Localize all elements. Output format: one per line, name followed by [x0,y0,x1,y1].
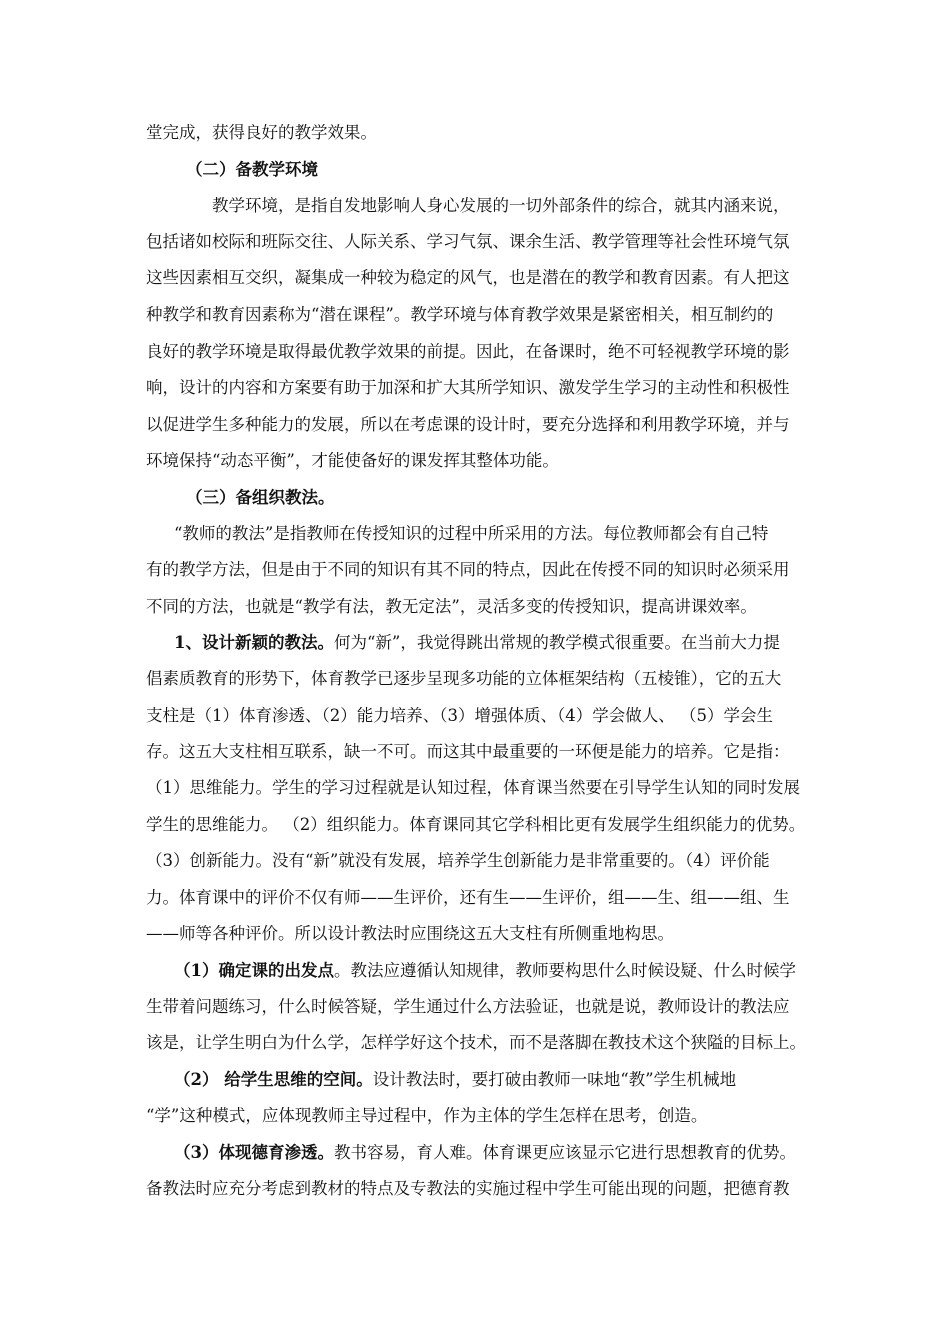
text-run: 堂完成，获得良好的教学效果。 [146,123,377,142]
text-run: 设计教法时，要打破由教师一味地“教”学生机械地 [372,1070,737,1089]
text-line [174,522,946,546]
text-line [146,230,946,254]
text-run: 响，设计的内容和方案要有助于加深和扩大其所学知识、激发学生学习的主动性和积极性 [146,378,790,397]
text-run: 。教法应遵循认知规律，教师要构思什么时候设疑、什么时候学 [333,961,796,980]
section-heading [186,486,946,510]
text-run: 种教学和教育因素称为“潜在课程”。教学环境与体育教学效果是紧密相关，相互制约的 [146,305,774,324]
bold-lead: （3）体现德育渗透。 [174,1143,334,1162]
bold-lead: （1）确定课的出发点 [174,961,334,980]
text-line [146,121,946,145]
text-line [146,704,946,728]
text-line [146,558,946,582]
text-run: 以促进学生多种能力的发展，所以在考虑课的设计时，要充分选择和利用教学环境，并与 [146,415,790,434]
bold-lead: （2） 给学生思维的空间。 [174,1070,373,1089]
text-line [146,340,946,364]
text-run: 该是，让学生明白为什么学，怎样学好这个技术，而不是落脚在教技术这个狭隘的目标上。 [146,1033,806,1052]
text-run: （3）创新能力。没有“新”就没有发展，培养学生创新能力是非常重要的。（4）评价能 [146,851,770,870]
text-run: 学生的思维能力。 （2）组织能力。体育课同其它学科相比更有发展学生组织能力的优势。 [146,815,806,834]
text-line [146,595,946,619]
text-run: 教书容易，育人难。体育课更应该显示它进行思想教育的优势。 [333,1143,796,1162]
text-line [146,667,946,691]
text-line [146,776,946,800]
text-line [212,194,946,218]
text-run: 何为“新”，我觉得跳出常规的教学模式很重要。在当前大力提 [333,633,780,652]
text-run: 力。体育课中的评价不仅有师——生评价，还有生——生评价，组——生、组——组、生 [146,888,790,907]
text-line [146,995,946,1019]
section-heading [186,158,946,182]
bold-lead: 1、设计新颖的教法。 [174,633,334,652]
text-line [146,1031,946,1055]
text-run: “教师的教法”是指教师在传授知识的过程中所采用的方法。每位教师都会有自己特 [174,524,769,543]
text-line [146,303,946,327]
text-run: 不同的方法，也就是“教学有法，教无定法”，灵活多变的传授知识，提高讲课效率。 [146,597,757,616]
text-line [146,886,946,910]
text-line [146,413,946,437]
text-line [146,813,946,837]
text-run: 这些因素相互交织，凝集成一种较为稳定的风气，也是潜在的教学和教育因素。有人把这 [146,268,790,287]
text-line [146,849,946,873]
text-line [174,1068,946,1092]
text-line [146,376,946,400]
text-line [174,631,946,655]
text-run: （1）思维能力。学生的学习过程就是认知过程，体育课当然要在引导学生认知的同时发展 [146,778,800,797]
heading-text: （三）备组织教法。 [186,488,335,507]
text-run: 备教法时应充分考虑到教材的特点及专教法的实施过程中学生可能出现的问题，把德育教 [146,1179,790,1198]
text-run: 有的教学方法，但是由于不同的知识有其不同的特点，因此在传授不同的知识时必须采用 [146,560,790,579]
text-run: 良好的教学环境是取得最优教学效果的前提。因此，在备课时，绝不可轻视教学环境的影 [146,342,790,361]
text-run: “学”这种模式，应体现教师主导过程中，作为主体的学生怎样在思考，创造。 [146,1106,708,1125]
text-run: 教学环境，是指自发地影响人身心发展的一切外部条件的综合，就其内涵来说， [212,196,790,215]
text-run: 倡素质教育的形势下，体育教学已逐步呈现多功能的立体框架结构（五棱锥），它的五大 [146,669,782,688]
text-line [146,449,946,473]
text-run: ——师等各种评价。所以设计教法时应围绕这五大支柱有所侧重地构思。 [146,924,674,943]
text-run: 包括诸如校际和班际交往、人际关系、学习气氛、课余生活、教学管理等社会性环境气氛 [146,232,790,251]
text-run: 存。这五大支柱相互联系，缺一不可。而这其中最重要的一环便是能力的培养。它是指： [146,742,790,761]
heading-text: （二）备教学环境 [186,160,318,179]
text-line [174,959,946,983]
text-line [146,1104,946,1128]
text-line [146,740,946,764]
text-line [146,266,946,290]
text-line [146,1177,946,1201]
text-run: 环境保持“动态平衡”，才能使备好的课发挥其整体功能。 [146,451,559,470]
text-line [174,1141,946,1165]
text-run: 支柱是（1）体育渗透、（2）能力培养、（3）增强体质、（4）学会做人、 （5）学会生 [146,706,773,725]
text-run: 生带着问题练习，什么时候答疑，学生通过什么方法验证，也就是说，教师设计的教法应 [146,997,790,1016]
text-line [146,922,946,946]
